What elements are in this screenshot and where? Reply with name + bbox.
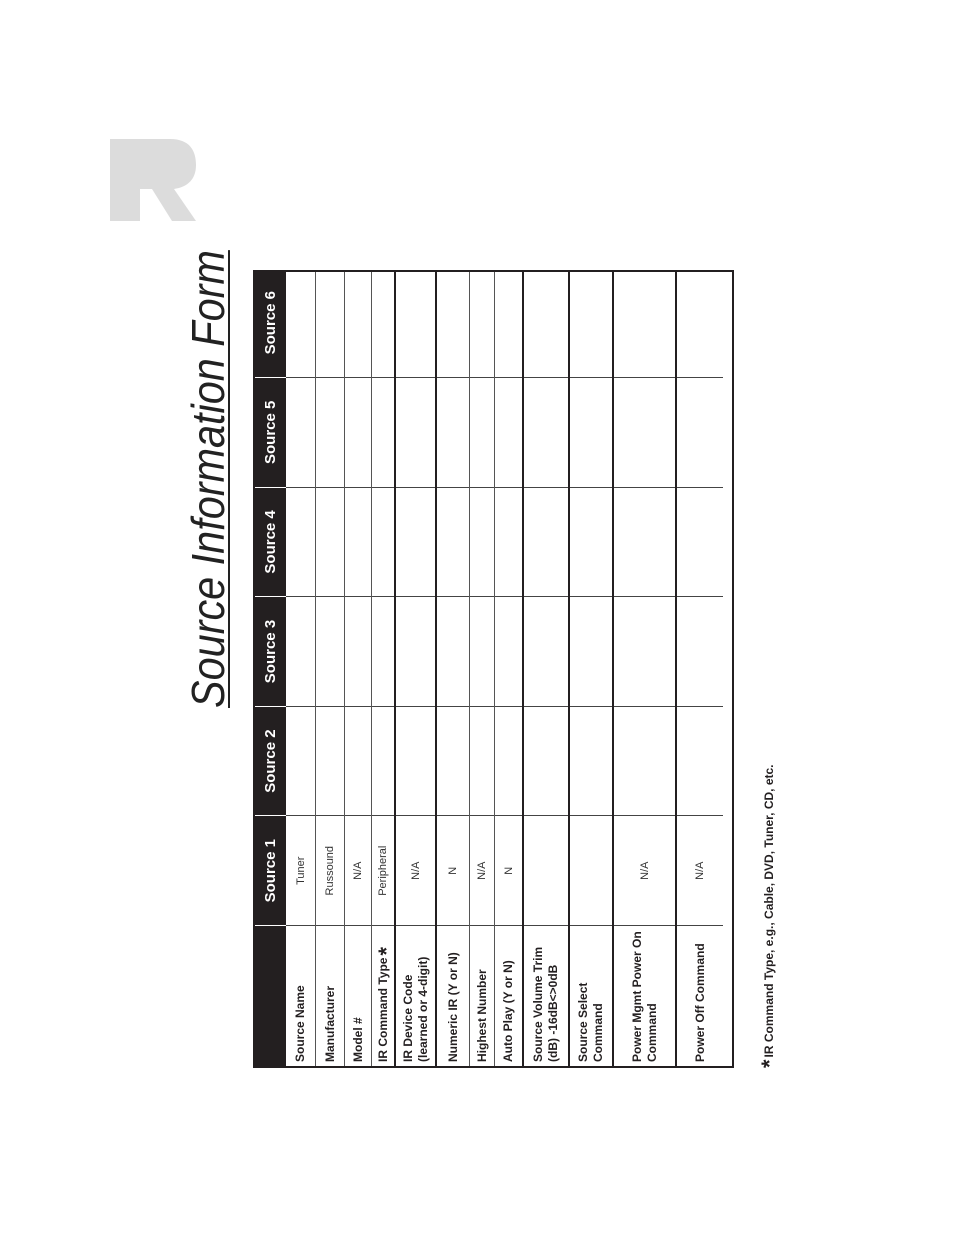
- rotated-form: [182, 250, 785, 1068]
- source-4-value-cell[interactable]: [470, 488, 494, 598]
- source-4-value-cell[interactable]: [524, 488, 568, 598]
- source-2-value-cell[interactable]: [372, 707, 394, 817]
- row-label-text: IR Command Type: [375, 957, 390, 1062]
- source-5-value-cell[interactable]: [470, 378, 494, 488]
- source-2-value-cell[interactable]: [524, 707, 568, 817]
- row-label: [316, 926, 344, 1066]
- asterisk-icon: *: [757, 1059, 782, 1068]
- source-4-value-cell[interactable]: [286, 488, 315, 598]
- source-4-value-cell[interactable]: [372, 488, 394, 598]
- source-1-value-cell[interactable]: N: [495, 816, 522, 926]
- source-1-value-cell[interactable]: N/A: [396, 816, 435, 926]
- source-3-value-cell[interactable]: [316, 597, 344, 707]
- source-3-value-cell[interactable]: [286, 597, 315, 707]
- row-label-text: Source Name: [293, 985, 307, 1062]
- source-5-value-cell[interactable]: [524, 378, 568, 488]
- source-2-value-cell[interactable]: [437, 707, 469, 817]
- header-source-3: Source 3: [255, 597, 286, 707]
- row-label: [286, 926, 315, 1066]
- source-1-value-cell[interactable]: N/A: [345, 816, 371, 926]
- source-3-value-cell[interactable]: [345, 597, 371, 707]
- source-3-value-cell[interactable]: [396, 597, 435, 707]
- source-3-value-cell[interactable]: [437, 597, 469, 707]
- table-row: [315, 272, 344, 1066]
- row-label: [570, 926, 612, 1066]
- asterisk-icon: *: [373, 946, 399, 956]
- source-2-value-cell[interactable]: [470, 707, 494, 817]
- table-row: [522, 272, 568, 1066]
- row-label-text: Source Volume Trim (dB) -16dB<>0dB: [531, 946, 560, 1062]
- row-label-text: Auto Play (Y or N): [501, 960, 515, 1062]
- source-6-value-cell[interactable]: [372, 268, 394, 378]
- source-2-value-cell[interactable]: [396, 707, 435, 817]
- source-6-value-cell[interactable]: [570, 268, 612, 378]
- source-4-value-cell[interactable]: [677, 488, 723, 598]
- table-row: [469, 272, 494, 1066]
- source-1-value-cell[interactable]: N/A: [470, 816, 494, 926]
- row-label: [437, 926, 469, 1066]
- source-1-value-cell[interactable]: N: [437, 816, 469, 926]
- source-4-value-cell[interactable]: [316, 488, 344, 598]
- table-row: [371, 272, 399, 1066]
- source-6-value-cell[interactable]: [524, 268, 568, 378]
- table-row: [286, 272, 315, 1066]
- source-4-value-cell[interactable]: [396, 488, 435, 598]
- russound-logo-icon: [110, 139, 198, 221]
- source-3-value-cell[interactable]: [470, 597, 494, 707]
- row-label-text: IR Device Code (learned or 4-digit): [400, 956, 430, 1062]
- source-3-value-cell[interactable]: [570, 597, 612, 707]
- source-2-value-cell[interactable]: [286, 707, 315, 817]
- row-label: [470, 926, 494, 1066]
- page-title: Source Information Form: [182, 250, 234, 708]
- source-6-value-cell[interactable]: [677, 268, 723, 378]
- source-6-value-cell[interactable]: [396, 268, 435, 378]
- source-1-value-cell[interactable]: [570, 816, 612, 926]
- table-row: [568, 272, 612, 1066]
- source-2-value-cell[interactable]: [316, 707, 344, 817]
- source-5-value-cell[interactable]: [677, 378, 723, 488]
- table-row: [344, 272, 371, 1066]
- source-5-value-cell[interactable]: [570, 378, 612, 488]
- source-5-value-cell[interactable]: [316, 378, 344, 488]
- source-2-value-cell[interactable]: [495, 707, 522, 817]
- source-4-value-cell[interactable]: [437, 488, 469, 598]
- source-1-value-cell[interactable]: Peripheral: [372, 816, 394, 926]
- source-3-value-cell[interactable]: [677, 597, 723, 707]
- source-2-value-cell[interactable]: [570, 707, 612, 817]
- source-6-value-cell[interactable]: [286, 268, 315, 378]
- source-4-value-cell[interactable]: [570, 488, 612, 598]
- source-6-value-cell[interactable]: [316, 268, 344, 378]
- source-6-value-cell[interactable]: [437, 268, 469, 378]
- header-source-5: Source 5: [255, 378, 286, 488]
- source-4-value-cell[interactable]: [495, 488, 522, 598]
- table-row: [612, 272, 675, 1066]
- source-5-value-cell[interactable]: [495, 378, 522, 488]
- row-label-text: Power Off Command: [692, 943, 707, 1062]
- source-1-value-cell[interactable]: N/A: [614, 816, 675, 926]
- footnote-text: IR Command Type, e.g., Cable, DVD, Tuner, CD, etc.: [762, 764, 776, 1058]
- source-5-value-cell[interactable]: [345, 378, 371, 488]
- header-corner-cell: [255, 926, 286, 1066]
- row-label: [372, 926, 399, 1066]
- source-6-value-cell[interactable]: [495, 268, 522, 378]
- row-label-text: Source Select Command: [576, 982, 605, 1062]
- row-label-text: Power Mgmt Power On Command: [629, 931, 659, 1062]
- source-6-value-cell[interactable]: [345, 268, 371, 378]
- header-source-4: Source 4: [255, 488, 286, 598]
- row-label: [614, 926, 675, 1066]
- source-4-value-cell[interactable]: [345, 488, 371, 598]
- table-header-row: [255, 272, 286, 1066]
- source-2-value-cell[interactable]: [345, 707, 371, 817]
- source-2-value-cell[interactable]: [677, 707, 723, 817]
- row-label-text: Numeric IR (Y or N): [445, 952, 460, 1062]
- source-1-value-cell[interactable]: Tuner: [286, 816, 315, 926]
- source-1-value-cell[interactable]: [524, 816, 568, 926]
- row-label-text: Model #: [350, 1017, 365, 1062]
- source-6-value-cell[interactable]: [614, 268, 675, 378]
- source-6-value-cell[interactable]: [470, 268, 494, 378]
- header-source-2: Source 2: [255, 707, 286, 817]
- table-row: [435, 272, 469, 1066]
- source-info-table: [253, 270, 734, 1068]
- source-3-value-cell[interactable]: [524, 597, 568, 707]
- row-label: [677, 926, 723, 1066]
- source-5-value-cell[interactable]: [372, 378, 394, 488]
- source-4-value-cell[interactable]: [614, 488, 675, 598]
- footnote: [753, 764, 782, 1068]
- row-label-text: Highest Number: [474, 969, 489, 1062]
- header-source-1: Source 1: [255, 816, 286, 926]
- row-label: [524, 926, 568, 1066]
- row-label-text: Manufacturer: [322, 985, 337, 1062]
- header-source-6: Source 6: [255, 268, 286, 378]
- source-5-value-cell[interactable]: [286, 378, 315, 488]
- table-row: [675, 272, 723, 1066]
- source-1-value-cell[interactable]: Russound: [316, 816, 344, 926]
- source-5-value-cell[interactable]: [614, 378, 675, 488]
- row-label: [345, 926, 371, 1066]
- source-2-value-cell[interactable]: [614, 707, 675, 817]
- source-3-value-cell[interactable]: [614, 597, 675, 707]
- table-row: [494, 272, 522, 1066]
- source-5-value-cell[interactable]: [437, 378, 469, 488]
- source-5-value-cell[interactable]: [396, 378, 435, 488]
- source-3-value-cell[interactable]: [495, 597, 522, 707]
- row-label: [396, 926, 435, 1066]
- source-3-value-cell[interactable]: [372, 597, 394, 707]
- table-row: [394, 272, 435, 1066]
- row-label: [495, 926, 522, 1066]
- source-1-value-cell[interactable]: N/A: [677, 816, 723, 926]
